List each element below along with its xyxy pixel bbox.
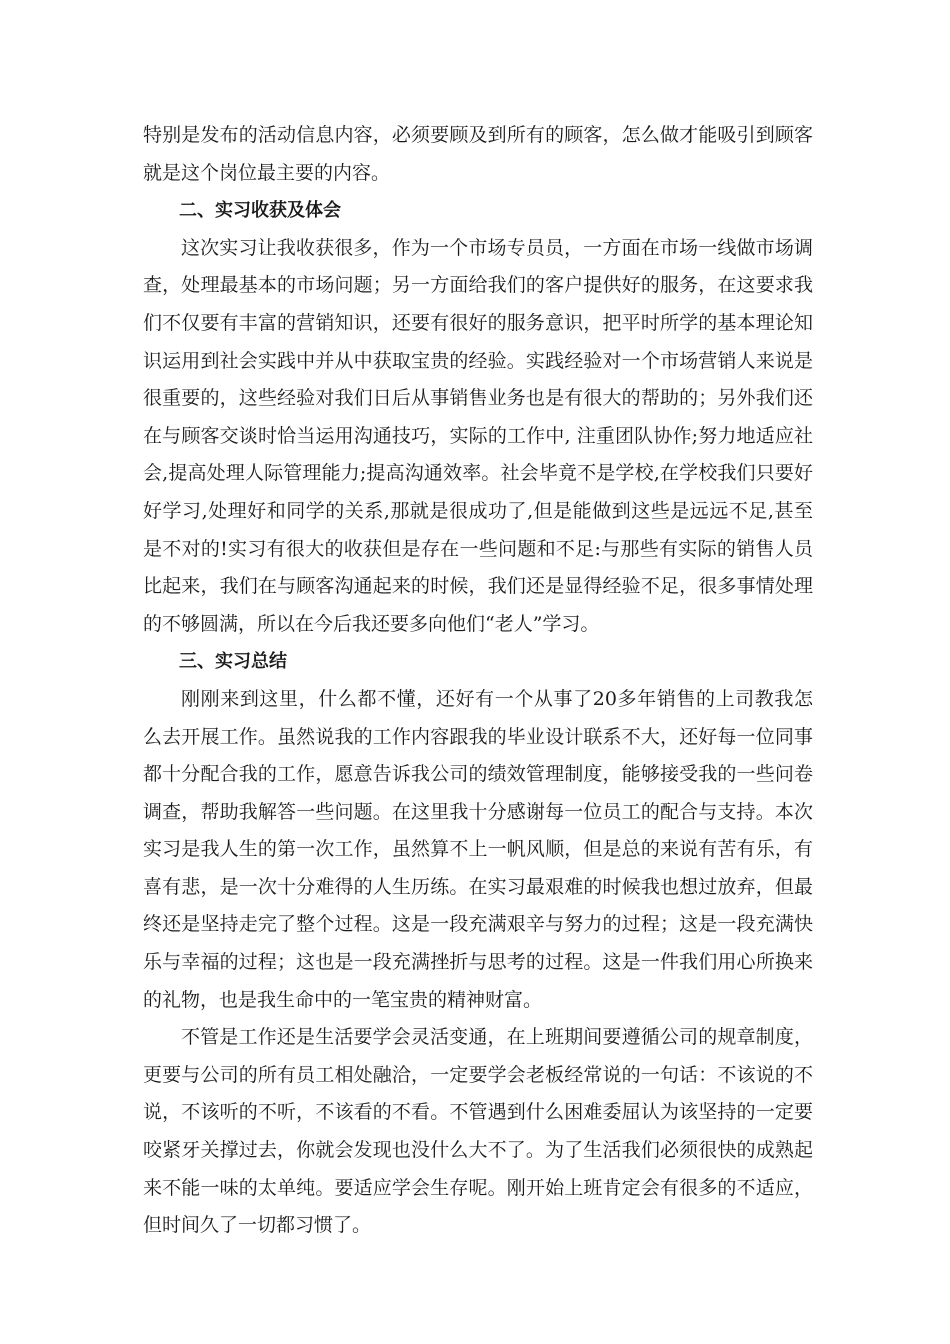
intro-paragraph: 特别是发布的活动信息内容，必须要顾及到所有的顾客，怎么做才能吸引到顾客就是这个岗位最主要的内容。 — [143, 124, 813, 184]
document-body — [143, 117, 813, 1245]
summary-paragraph-1: 刚刚来到这里，什么都不懂，还好有一个从事了20多年销售的上司教我怎么去开展工作。虽然说我的工作内容跟我的毕业设计联系不大，还好每一位同事都十分配合我的工作，愿意告诉我公司的绩效管理制度，能够接受我的一些问卷调查，帮助我解答一些问题。在这里我十分感谢每一位员工的配合与支持。本次实习是我人生的第一次工作，虽然算不上一帆风顺，但是总的来说有苦有乐，有喜有悲，是一次十分难得的人生历练。在实习最艰难的时候我也想过放弃，但最终还是坚持走完了整个过程。这是一段充满艰辛与努力的过程；这是一段充满快乐与幸福的过程；这也是一段充满挫折与思考的过程。这是一件我们用心所换来的礼物，也是我生命中的一笔宝贵的精神财富。 — [143, 687, 813, 1011]
summary-paragraph-2: 不管是工作还是生活要学会灵活变通，在上班期间要遵循公司的规章制度，更要与公司的所有员工相处融洽，一定要学会老板经常说的一句话：不该说的不说，不该听的不听，不该看的不看。不管遇到什么困难委屈认为该坚持的一定要咬紧牙关撑过去，你就会发现也没什么大不了。为了生活我们必须很快的成熟起来不能一味的太单纯。要适应学会生存呢。刚开始上班肯定会有很多的不适应，但时间久了一切都习惯了。 — [143, 1026, 813, 1237]
section-heading-gains: 二、实习收获及体会 — [179, 200, 341, 222]
gains-paragraph-1: 这次实习让我收获很多，作为一个市场专员员，一方面在市场一线做市场调查，处理最基本的市场问题；另一方面给我们的客户提供好的服务，在这要求我们不仅要有丰富的营销知识，还要有很好的服务意识，把平时所学的基本理论知识运用到社会实践中并从中获取宝贵的经验。实践经验对一个市场营销人来说是很重要的，这些经验对我们日后从事销售业务也是有很大的帮助的；另外我们还在与顾客交谈时恰当运用沟通技巧，实际的工作中, 注重团队协作;努力地适应社会,提高处理人际管理能力;提高沟通效率。社会毕竟不是学校,在学校我们只要好好学习,处理好和同学的关系,那就是很成功了,但是能做到这些是远远不足,甚至是不对的!实习有很大的收获但是存在一些问题和不足:与那些有实际的销售人员比起来，我们在与顾客沟通起来的时候，我们还是显得经验不足，很多事情处理的不够圆满，所以在今后我还要多向他们“老人”学习。 — [143, 236, 813, 635]
section-heading-summary: 三、实习总结 — [179, 651, 287, 673]
